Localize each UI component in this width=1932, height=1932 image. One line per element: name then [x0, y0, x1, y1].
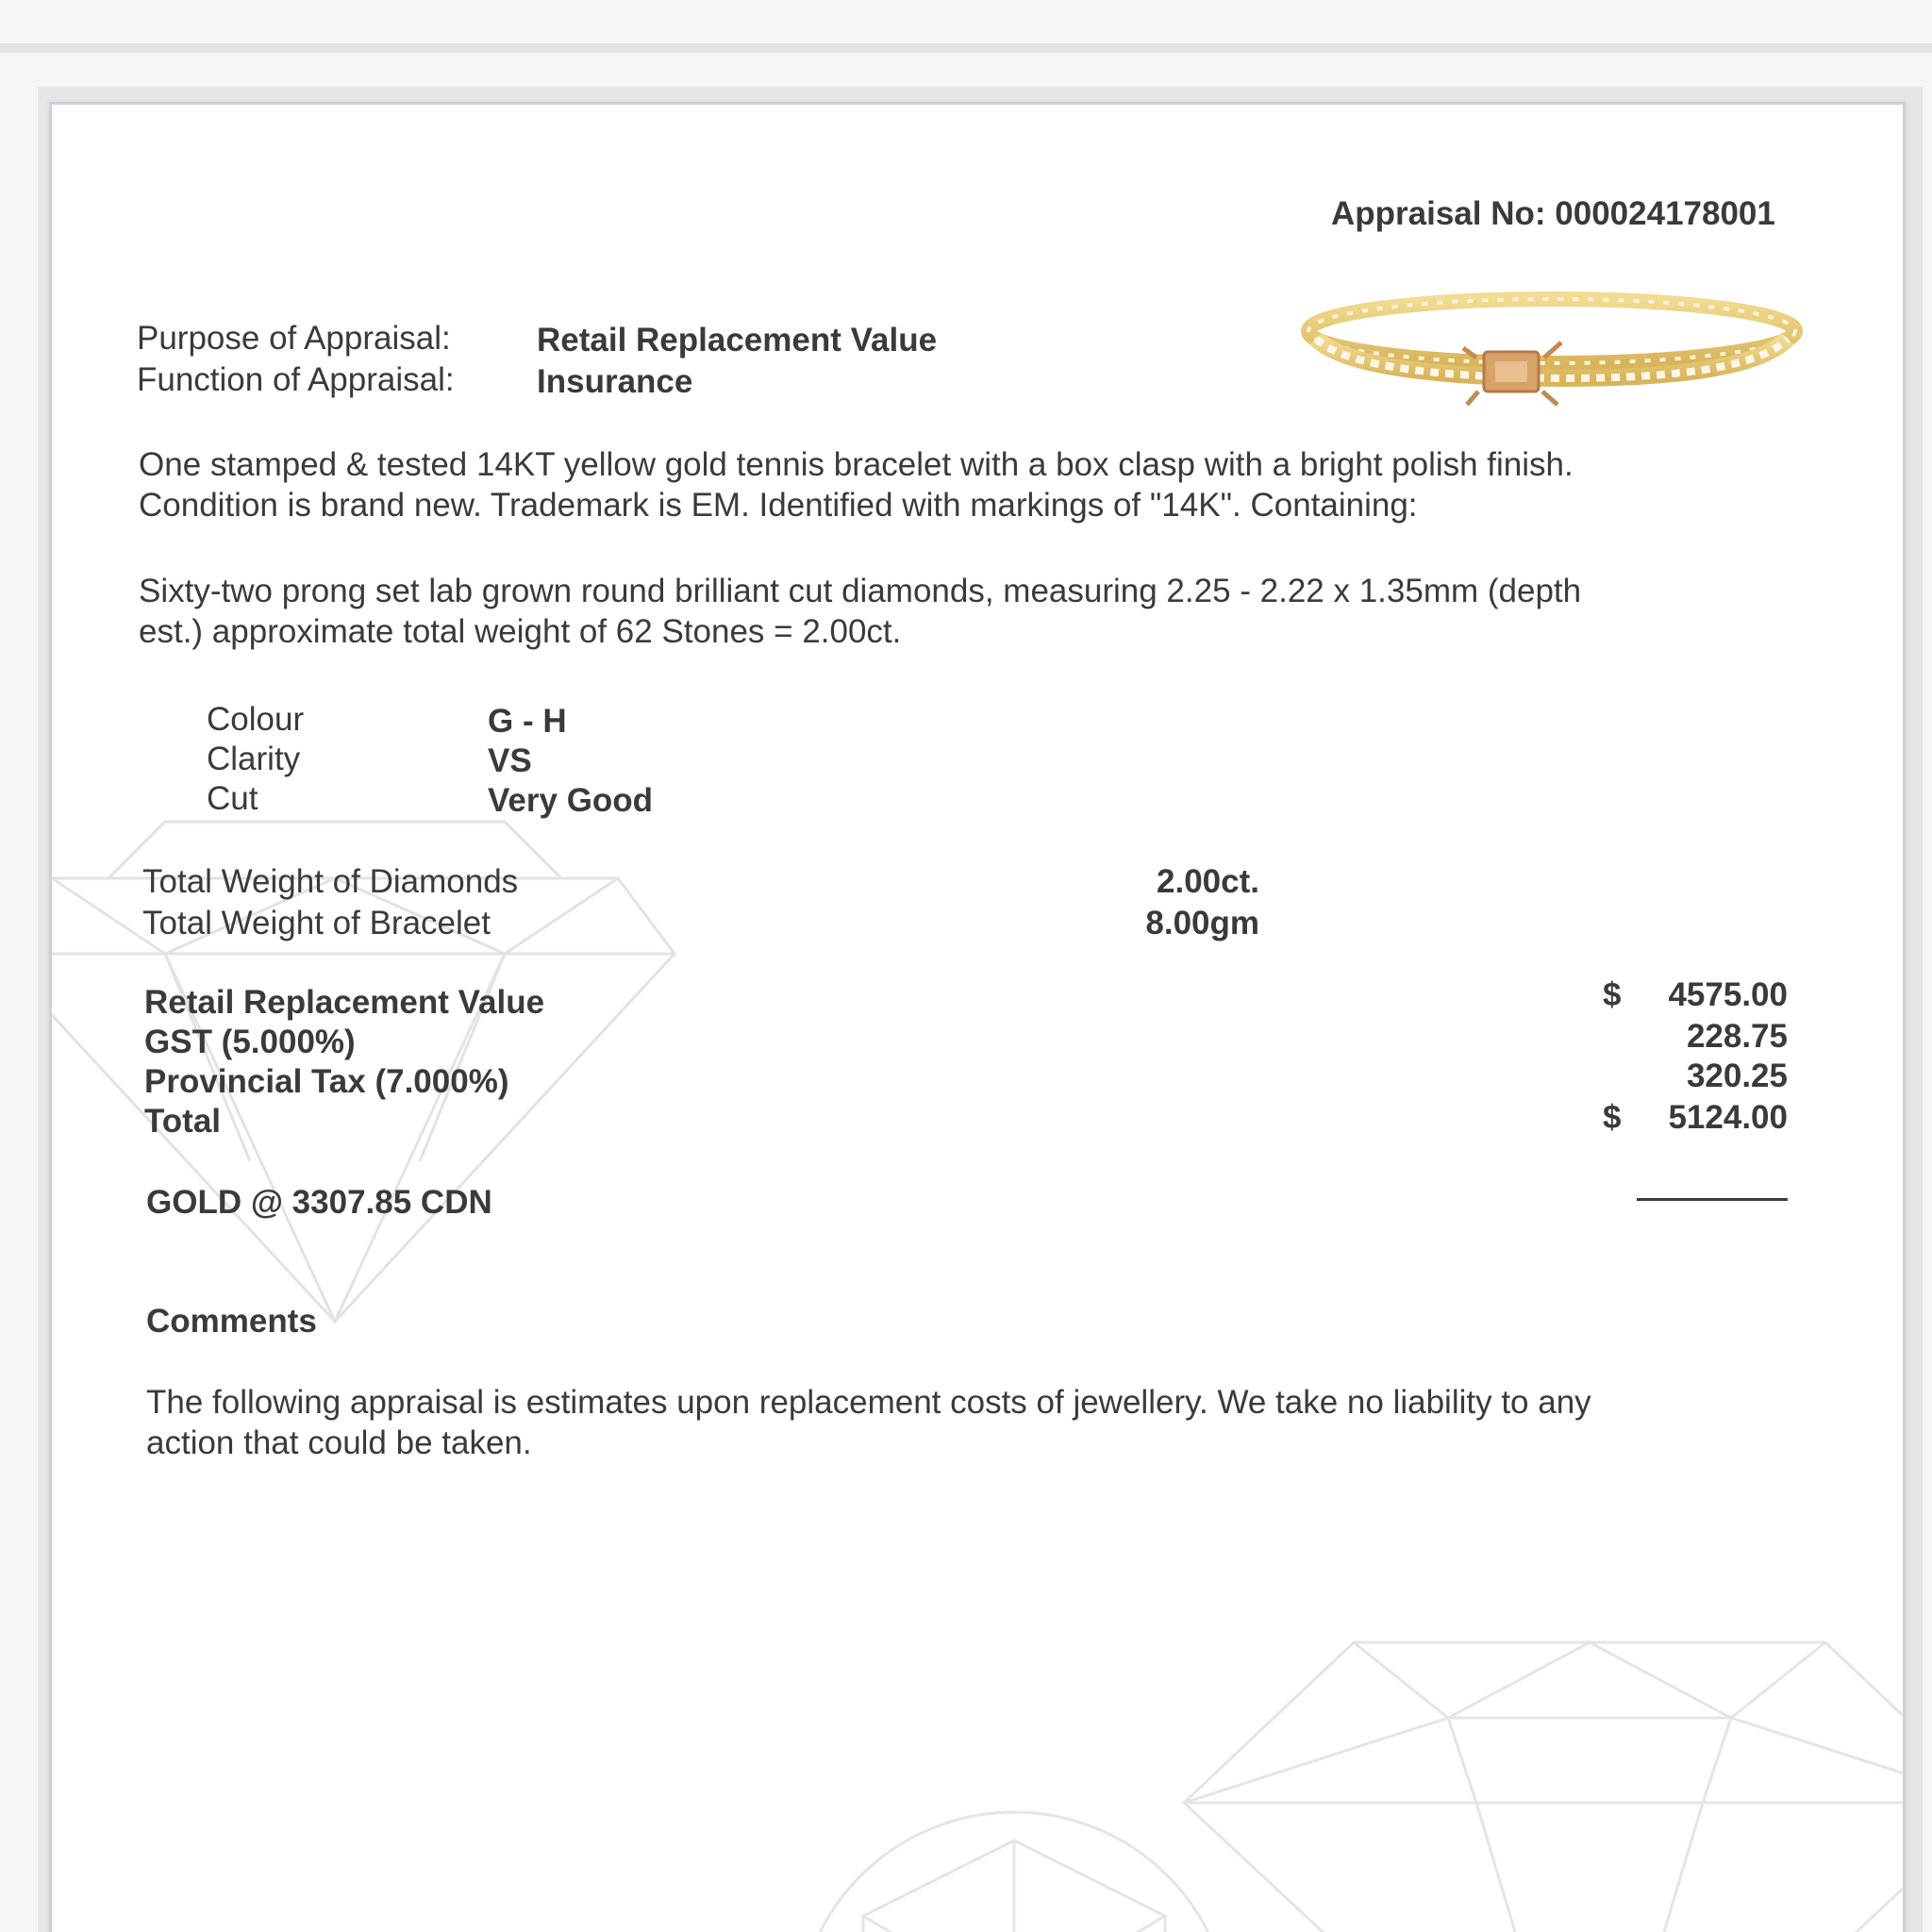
- purpose-value: Retail Replacement Value: [537, 322, 938, 358]
- item-description-line-1: One stamped & tested 14KT yellow gold tennis bracelet with a box clasp with a bright polish finish.: [139, 446, 1574, 483]
- stones-description: [139, 571, 1581, 652]
- gold-price: GOLD @ 3307.85 CDN: [146, 1184, 492, 1221]
- stones-description-line-2: est.) approximate total weight of 62 Stones = 2.00ct.: [139, 613, 902, 650]
- grading-value-cut: Very Good: [488, 782, 654, 819]
- grading-label-colour: Colour: [207, 701, 305, 738]
- bracelet-photo: [1278, 273, 1825, 424]
- price-value-retail: 4575.00: [1668, 976, 1788, 1013]
- price-value-total: 5124.00: [1668, 1099, 1788, 1136]
- appraisal-number-label: Appraisal No:: [1331, 195, 1546, 232]
- weight-value-bracelet: 8.00gm: [1145, 905, 1259, 941]
- grading-value-colour: G - H: [488, 703, 567, 740]
- purpose-label: Purpose of Appraisal:: [137, 320, 451, 357]
- comments-text-line-2: action that could be taken.: [146, 1424, 532, 1461]
- comments-text: [146, 1382, 1591, 1463]
- appraisal-sheet: [49, 102, 1906, 1932]
- weight-label-diamonds: Total Weight of Diamonds: [142, 863, 519, 900]
- diamond-watermark-bottom: [769, 1784, 1259, 1932]
- price-value-gst: 228.75: [1686, 1018, 1788, 1055]
- function-value: Insurance: [537, 363, 693, 400]
- subtotal-underline: [1637, 1198, 1788, 1201]
- weight-label-bracelet: Total Weight of Bracelet: [142, 905, 491, 941]
- currency-symbol-total: $: [1603, 1099, 1622, 1136]
- price-label-provincial-tax: Provincial Tax (7.000%): [144, 1063, 509, 1100]
- grading-value-clarity: VS: [488, 742, 532, 779]
- item-description: [139, 444, 1574, 525]
- price-label-total: Total: [144, 1103, 222, 1140]
- background-edge-line: [0, 43, 1932, 53]
- currency-symbol-retail: $: [1603, 976, 1622, 1013]
- item-description-line-2: Condition is brand new. Trademark is EM. Identified with markings of "14K". Containing:: [139, 487, 1418, 524]
- comments-heading: Comments: [146, 1303, 317, 1340]
- price-label-gst: GST (5.000%): [144, 1024, 356, 1060]
- function-label: Function of Appraisal:: [137, 361, 455, 398]
- diamond-watermark-right: [1165, 1614, 1906, 1932]
- price-value-provincial-tax: 320.25: [1686, 1058, 1788, 1094]
- comments-text-line-1: The following appraisal is estimates upon replacement costs of jewellery. We take no liability to any: [146, 1384, 1591, 1421]
- price-label-retail: Retail Replacement Value: [144, 984, 545, 1021]
- stones-description-line-1: Sixty-two prong set lab grown round brilliant cut diamonds, measuring 2.25 - 2.22 x 1.35mm (depth: [139, 573, 1582, 609]
- appraisal-number: [1331, 195, 1775, 233]
- grading-label-clarity: Clarity: [207, 741, 301, 777]
- weight-value-diamonds: 2.00ct.: [1157, 863, 1259, 900]
- grading-label-cut: Cut: [207, 780, 258, 817]
- appraisal-number-value: 000024178001: [1555, 195, 1775, 232]
